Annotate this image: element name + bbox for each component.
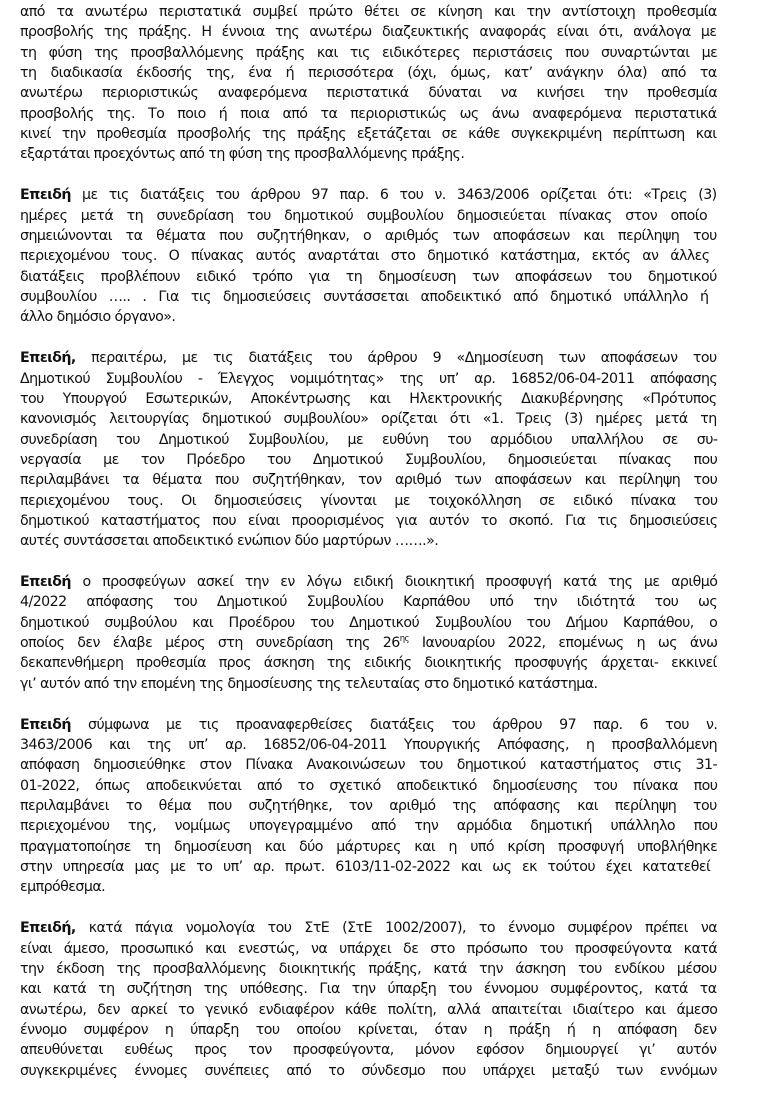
text-line	[20, 715, 717, 735]
paragraph-1	[20, 2, 717, 165]
paragraph-lead: Επειδή	[20, 187, 71, 204]
text-line: απευθύνεται ευθέως προς τον προσφεύγοντα, μόνον εφόσον δημιουργεί γι’ αυτόν	[20, 1042, 717, 1059]
text-line: Δημοτικού Συμβουλίου - Έλεγχος νομιμότητας» της υπ’ αρ. 16852/06-04-2011 απόφασης	[20, 370, 718, 387]
text-line: 3463/2006 και της υπ’ αρ. 16852/06-04-2011 Υπουργικής Απόφασης, η προσβαλλόμενη	[20, 737, 718, 753]
text-line: ανωτέρω περιοριστικώς αναφερόμενα περιστατικά δύναται να κινήσει την προθεσμία	[20, 85, 718, 102]
text-line: συμβουλίου ….. . Για τις δημοσιεύσεις συντάσσεται αποδεικτικό από δημοτικό υπάλληλο ή	[20, 288, 709, 305]
line-text: οποίος δεν έλαβε μέρος στη συνεδρίαση της 26	[20, 635, 400, 652]
paragraph-lead: Επειδή	[20, 716, 71, 733]
paragraph-6	[20, 918, 717, 1081]
line-text: ο προσφεύγων ασκεί την εν λόγω ειδική διοικητική προσφυγή κατά της με αριθμό	[70, 574, 718, 591]
text-line: 4/2022 απόφασης του Δημοτικού Συμβουλίου Καρπάθου υπό την ιδιότητά του ως	[20, 594, 718, 611]
paragraph-lead: Επειδή,	[20, 350, 76, 367]
text-line: 01-2022, όπως αποδεικνύεται από το σχετικό αποδεικτικό δημοσίευσης του πίνακα που	[20, 777, 718, 794]
paragraph-lead: Επειδή	[20, 574, 71, 591]
text-line: ανωτέρω, δεν αρκεί το γενικό ενδιαφέρον κάθε πολίτη, αλλά απαιτείται ιδιαίτερο και άμεσο	[20, 1001, 718, 1018]
text-line: περιλαμβάνει τα θέματα που συζητήθηκαν, τον αριθμό των αποφάσεων και περίληψη του	[20, 472, 718, 489]
text-line: τη διαδικασία έκδοσής της, ένα ή περισσότερα (όχι, όμως, κατ’ ανάγκην όλα) από τα	[20, 65, 717, 82]
text-line: κινεί την προθεσμία προσβολής της πράξης εξετάζεται σε κάθε συγκεκριμένη περίπτωση και	[20, 126, 717, 143]
text-line: περιεχομένου τους. Ο πίνακας αυτός αναρτάται στο δημοτικό κατάστημα, εκτός αν άλλες	[20, 248, 710, 265]
text-line: γι’ αυτόν από την επομένη της δημοσίευσης της τελευταίας στο δημοτικό κατάστημα.	[20, 675, 598, 692]
text-line: συγκεκριμένες έννομες συνέπειες από το σύνδεσμο που υπάρχει μεταξύ των εννόμων	[20, 1062, 717, 1079]
text-line: συνεδρίαση του Δημοτικού Συμβουλίου, με ευθύνη του αρμόδιου υπαλλήλου σε συ-	[20, 431, 718, 448]
line-text: κατά πάγια νομολογία του ΣτΕ (ΣτΕ 1002/2007), το έννομο συμφέρον πρέπει να	[75, 920, 718, 937]
text-line: πραγματοποίησε τη δημοσίευση και δύο μάρτυρες και η υπό κρίση προσφυγή υποβλήθηκε	[20, 838, 718, 855]
text-line: τη φύση της προσβαλλόμενης πράξης και τις ειδικότερες περιστάσεις που συναρτώνται με	[20, 44, 718, 61]
text-line: νεργασία με τον Πρόεδρο του Δημοτικού Συμβουλίου, δημοσιεύεται πίνακας που	[20, 451, 718, 468]
text-line: εξαρτάται προεχόντως από τη φύση της προσβαλλόμενης πράξης.	[20, 146, 465, 163]
text-line: έννομο συμφέρον η ύπαρξη του οποίου κρίνεται, όταν η πράξη ή η απόφαση δεν	[20, 1021, 717, 1038]
line-text: Ιανουαρίου 2022, επομένως η ως άνω	[408, 635, 718, 652]
text-line	[20, 185, 717, 205]
text-line: περιλαμβάνει το θέμα που συζητήθηκε, τον αριθμό της απόφασης και περίληψη του	[20, 798, 717, 815]
text-line: ημέρες μετά τη συνεδρίαση του δημοτικού συμβουλίου δημοσιεύεται πίνακας στον οποίο	[20, 207, 708, 224]
text-line	[20, 348, 717, 368]
text-line: δημοτικού καταστήματος που είναι προορισμένος για αυτόν το σκοπό. Για τις δημοσιεύσεις	[20, 512, 718, 529]
document-page	[20, 2, 717, 1102]
text-line: είναι άμεσο, προσωπικό και ενεστώς, να υπάρχει δε στο πρόσωπο του προσφεύγοντα κατά	[20, 940, 718, 957]
text-line: δημοτικού συμβούλου και Προέδρου του Δημοτικού Συμβουλίου του Δήμου Καρπάθου, ο	[20, 614, 718, 631]
line-text: σύμφωνα με τις προαναφερθείσες διατάξεις του άρθρου 97 παρ. 6 του ν.	[70, 716, 718, 733]
text-line: εμπρόθεσμα.	[20, 879, 106, 896]
text-line: προσβολής της. Το ποιο ή ποια από τα περιοριστικώς ως άνω αναφερόμενα περιστατικά	[20, 105, 717, 122]
text-line: περιεχομένου τους. Οι δημοσιεύσεις γίνονται με τοιχοκόλληση σε ειδικό πίνακα του	[20, 492, 718, 509]
paragraph-3	[20, 348, 717, 551]
text-line	[20, 572, 717, 592]
text-line: στην υπηρεσία μας με το υπ’ αρ. πρωτ. 6103/11-02-2022 και ως εκ τούτου έχει κατατεθεί	[20, 859, 711, 876]
text-line: διατάξεις προβλέπουν ειδικό τρόπο για τη δημοσίευση των αποφάσεων του δημοτικού	[20, 268, 717, 285]
text-line: σημειώνονται τα θέματα που συζητήθηκαν, ο αριθμός των αποφάσεων και περίληψη του	[20, 227, 717, 244]
text-line	[20, 918, 717, 938]
text-line: την έκδοση της προσβαλλόμενης διοικητικής πράξης, κατά την άσκηση του ενδίκου μέσου	[20, 960, 717, 977]
paragraph-2	[20, 185, 717, 327]
text-line: του Υπουργού Εσωτερικών, Αποκέντρωσης και Ηλεκτρονικής Διακυβέρνησης «Πρότυπος	[20, 390, 717, 407]
paragraph-lead: Επειδή,	[20, 920, 76, 937]
text-line: δεκαπενθήμερη προθεσμία προς άσκηση της ειδικής διοικητικής προσφυγής άρχεται- εκκινεί	[20, 655, 717, 672]
line-text: περαιτέρω, με τις διατάξεις του άρθρου 9 «Δημοσίευση των αποφάσεων του	[75, 350, 717, 367]
text-line: προσβολής της πράξης. Η έννοια της ανωτέρω διαζευκτικής αναφοράς είναι ότι, ανάλογα με	[20, 24, 717, 41]
line-text: με τις διατάξεις του άρθρου 97 παρ. 6 του ν. 3463/2006 ορίζεται ότι: «Τρεις (3)	[70, 187, 717, 204]
text-line: από τα ανωτέρω περιστατικά συμβεί πρώτο θέτει σε κίνηση και την αντίστοιχη προθεσμία	[20, 4, 717, 20]
paragraph-5	[20, 715, 717, 898]
ordinal-superscript: ης	[399, 634, 409, 645]
text-line: άλλο δημόσιο όργανο».	[20, 309, 176, 326]
text-line	[20, 633, 717, 653]
text-line: και κατά τη συζήτηση της υπόθεσης. Για την ύπαρξη του έννομου συμφέροντος, κατά τα	[20, 981, 717, 998]
text-line: αυτές συντάσσεται αποδεικτικό ενώπιον δύο μαρτύρων …….».	[20, 533, 439, 550]
text-line: περιεχομένου της, νομίμως υπογεγραμμένο από την αρμόδια δημοτική υπάλληλο που	[20, 818, 718, 835]
text-line: κανονισμός λειτουργίας δημοτικού συμβουλίου» ορίζεται ότι «1. Τρεις (3) ημέρες μετά τη	[20, 411, 717, 428]
paragraph-4	[20, 572, 717, 694]
text-line: απόφαση δημοσιεύθηκε στον Πίνακα Ανακοινώσεων του δημοτικού καταστήματος στις 31-	[20, 757, 718, 774]
